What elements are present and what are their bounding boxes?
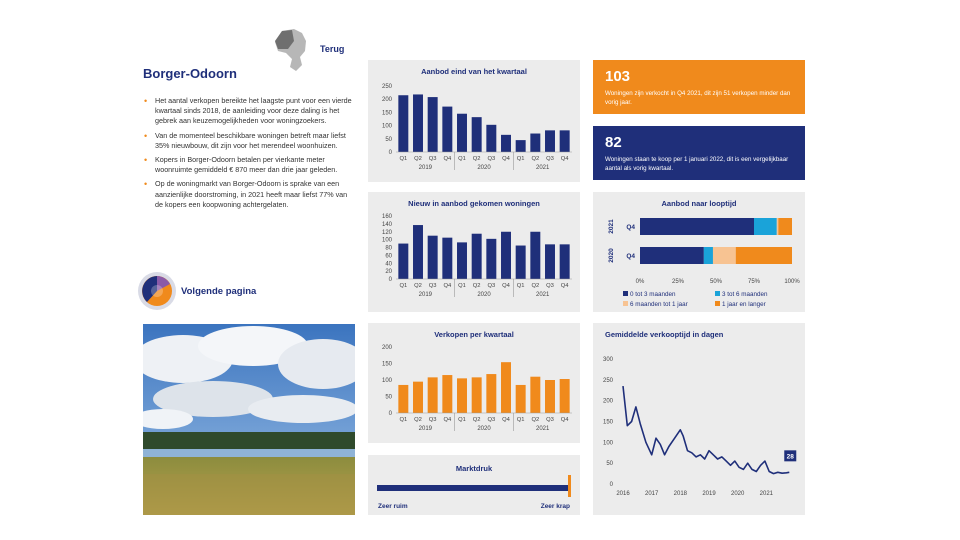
bar bbox=[560, 130, 570, 152]
x-tick-label: Q3 bbox=[428, 283, 437, 289]
bar bbox=[486, 374, 496, 413]
bar bbox=[472, 234, 482, 279]
chart-title: Nieuw in aanbod gekomen woningen bbox=[408, 199, 540, 208]
bar bbox=[516, 246, 526, 279]
chart-nieuw bbox=[368, 192, 580, 312]
y-tick-label: 50 bbox=[606, 461, 613, 468]
x-tick-label: Q3 bbox=[546, 156, 554, 162]
bullet-list bbox=[143, 96, 355, 214]
group-label: 2021 bbox=[535, 292, 550, 298]
bar bbox=[428, 97, 438, 152]
legend-label: 1 jaar en langer bbox=[722, 301, 766, 308]
y-tick-label: 100 bbox=[602, 440, 613, 447]
chart-verkooptijd-plot bbox=[593, 323, 805, 515]
bar bbox=[398, 95, 408, 152]
y-tick-label: 0 bbox=[609, 482, 613, 488]
marktdruk-title: Marktdruk bbox=[455, 464, 493, 473]
x-tick-label: Q2 bbox=[531, 283, 540, 289]
x-tick-label: Q2 bbox=[414, 156, 422, 162]
group-label: 2019 bbox=[418, 165, 433, 171]
x-tick-label: Q3 bbox=[487, 283, 496, 289]
x-tick-label: Q1 bbox=[399, 417, 408, 423]
y-tick-label: 250 bbox=[381, 84, 392, 90]
x-tick-label: Q3 bbox=[487, 156, 496, 162]
y-tick-label: 250 bbox=[602, 377, 613, 384]
kpi-value: 103 bbox=[605, 68, 631, 85]
marktdruk-bar bbox=[377, 485, 571, 491]
bar bbox=[501, 232, 511, 279]
legend-swatch bbox=[623, 291, 628, 296]
donut-icon bbox=[137, 271, 177, 311]
legend-swatch bbox=[715, 291, 720, 296]
chart-verkopen-plot bbox=[368, 323, 580, 443]
x-tick-label: 0% bbox=[635, 279, 645, 285]
chart-title: Gemiddelde verkooptijd in dagen bbox=[605, 330, 724, 339]
y-tick-label: 0 bbox=[388, 411, 392, 417]
bar bbox=[560, 244, 570, 279]
row-label: Q4 bbox=[626, 224, 635, 231]
line-series bbox=[623, 386, 789, 474]
marktdruk-panel bbox=[368, 455, 580, 515]
bar bbox=[472, 117, 482, 152]
list-item: • Op de woningmarkt van Borger-Odoorn is sprake van een aanzienlijke doorstroming, in 2021 heeft maar liefst 77% van de kopers een koopwoning achtergelaten. bbox=[143, 179, 355, 210]
x-tick-label: 2020 bbox=[730, 491, 745, 497]
y-tick-label: 100 bbox=[381, 123, 392, 130]
bar-segment bbox=[704, 247, 713, 264]
kpi-text: Woningen staan te koop per 1 januari 2022, dit is een vergelijkbaar aantal als vorig kwartaal. bbox=[605, 156, 789, 172]
bar bbox=[486, 125, 496, 152]
bar bbox=[516, 385, 526, 413]
bar bbox=[516, 140, 526, 152]
x-tick-label: Q3 bbox=[428, 156, 437, 162]
x-tick-label: 50% bbox=[709, 279, 723, 285]
legend-label: 6 maanden tot 1 jaar bbox=[630, 301, 688, 308]
chart-title: Aanbod naar looptijd bbox=[661, 199, 737, 208]
page-title: Borger-Odoorn bbox=[143, 66, 237, 81]
y-tick-label: 50 bbox=[385, 136, 392, 143]
bar bbox=[442, 375, 452, 413]
y-tick-label: 200 bbox=[381, 345, 392, 351]
bar-segment bbox=[777, 218, 779, 235]
x-tick-label: Q4 bbox=[502, 417, 510, 423]
chart-verkooptijd bbox=[593, 323, 805, 515]
bar bbox=[501, 362, 511, 413]
bar bbox=[413, 382, 423, 413]
list-item: • Het aantal verkopen bereikte het laagste punt voor een vierde kwartaal sinds 2018, de aanleiding voor deze daling is het gebrek aan keuzemogelijkheden voor woningzoekers. bbox=[143, 96, 355, 127]
y-tick-label: 40 bbox=[385, 261, 392, 268]
bar bbox=[472, 377, 482, 413]
next-page-button[interactable] bbox=[137, 271, 287, 311]
x-tick-label: Q1 bbox=[399, 156, 408, 162]
y-tick-label: 150 bbox=[602, 419, 613, 426]
bar bbox=[428, 236, 438, 279]
bar-segment bbox=[736, 247, 792, 264]
bar-segment bbox=[640, 247, 704, 264]
list-item: • Van de momenteel beschikbare woningen betreft maar liefst 35% nieuwbouw, dit zijn voor het merendeel woonhuizen. bbox=[143, 131, 355, 151]
x-tick-label: Q4 bbox=[502, 283, 510, 289]
region-map-icon[interactable] bbox=[272, 27, 316, 73]
x-tick-label: Q1 bbox=[516, 417, 525, 423]
x-tick-label: Q4 bbox=[560, 283, 569, 289]
bar bbox=[442, 107, 452, 152]
chart-aanbod bbox=[368, 60, 580, 182]
group-label: 2021 bbox=[535, 426, 550, 432]
back-link[interactable]: Terug bbox=[320, 44, 345, 54]
y-tick-label: 100 bbox=[381, 378, 392, 384]
bar bbox=[530, 377, 540, 413]
kpi-card-te-koop bbox=[593, 126, 805, 180]
x-tick-label: Q1 bbox=[516, 283, 525, 289]
group-label: 2019 bbox=[418, 292, 433, 298]
y-tick-label: 80 bbox=[385, 245, 392, 252]
kpi-card-verkocht bbox=[593, 60, 805, 114]
row-group-label: 2021 bbox=[608, 219, 615, 234]
x-tick-label: Q3 bbox=[487, 417, 496, 423]
x-tick-label: Q2 bbox=[472, 156, 481, 162]
x-tick-label: Q3 bbox=[546, 417, 554, 423]
bar bbox=[413, 94, 423, 152]
group-label: 2019 bbox=[418, 426, 433, 432]
x-tick-label: Q4 bbox=[502, 156, 510, 162]
y-tick-label: 150 bbox=[381, 110, 392, 117]
x-tick-label: Q4 bbox=[560, 156, 569, 162]
bar bbox=[457, 242, 467, 279]
x-tick-label: Q2 bbox=[531, 417, 540, 423]
x-tick-label: Q1 bbox=[399, 283, 408, 289]
legend-swatch bbox=[715, 301, 720, 306]
x-tick-label: Q2 bbox=[472, 417, 481, 423]
x-tick-label: Q1 bbox=[458, 156, 466, 162]
x-tick-label: 2017 bbox=[644, 491, 659, 497]
marktdruk-marker bbox=[568, 475, 571, 497]
chart-title: Verkopen per kwartaal bbox=[434, 330, 514, 339]
x-tick-label: 75% bbox=[747, 279, 761, 285]
x-tick-label: 2016 bbox=[616, 491, 630, 497]
bar bbox=[457, 378, 467, 413]
group-label: 2020 bbox=[477, 292, 491, 298]
y-tick-label: 100 bbox=[381, 237, 392, 244]
group-label: 2021 bbox=[535, 165, 550, 171]
x-tick-label: 25% bbox=[671, 279, 685, 285]
landscape-photo bbox=[143, 324, 355, 515]
bar bbox=[545, 244, 555, 279]
kpi-text: Woningen zijn verkocht in Q4 2021, dit zijn 51 verkopen minder dan vorig jaar. bbox=[605, 90, 791, 106]
group-label: 2020 bbox=[477, 165, 491, 171]
x-tick-label: Q3 bbox=[428, 417, 437, 423]
bar bbox=[398, 385, 408, 413]
legend-label: 3 tot 6 maanden bbox=[722, 291, 768, 298]
x-tick-label: 2019 bbox=[702, 491, 716, 497]
marktdruk-left-label: Zeer ruim bbox=[378, 503, 408, 510]
bar-segment bbox=[640, 218, 754, 235]
chart-looptijd bbox=[593, 192, 805, 312]
bar bbox=[428, 377, 438, 413]
x-tick-label: 2021 bbox=[759, 491, 774, 497]
x-tick-label: Q2 bbox=[414, 417, 422, 423]
x-tick-label: 2018 bbox=[673, 491, 688, 497]
x-tick-label: Q2 bbox=[414, 283, 422, 289]
y-tick-label: 160 bbox=[381, 214, 392, 220]
y-tick-label: 0 bbox=[388, 277, 392, 283]
x-tick-label: Q4 bbox=[443, 156, 452, 162]
bar bbox=[530, 134, 540, 152]
bar-segment bbox=[713, 247, 736, 264]
legend-label: 0 tot 3 maanden bbox=[630, 291, 676, 298]
y-tick-label: 60 bbox=[385, 253, 392, 260]
bar bbox=[398, 244, 408, 279]
bar bbox=[442, 238, 452, 279]
y-tick-label: 140 bbox=[381, 221, 392, 228]
data-label: 28 bbox=[786, 453, 794, 461]
row-label: Q4 bbox=[626, 253, 635, 260]
bar-segment bbox=[754, 218, 777, 235]
x-tick-label: Q4 bbox=[560, 417, 569, 423]
chart-title: Aanbod eind van het kwartaal bbox=[421, 67, 527, 76]
bar bbox=[486, 239, 496, 279]
x-tick-label: Q2 bbox=[531, 156, 540, 162]
x-tick-label: Q1 bbox=[458, 283, 466, 289]
bar bbox=[413, 225, 423, 279]
next-page-label: Volgende pagina bbox=[181, 286, 257, 297]
bar bbox=[530, 232, 540, 279]
x-tick-label: Q1 bbox=[516, 156, 525, 162]
x-tick-label: Q3 bbox=[546, 283, 554, 289]
y-tick-label: 200 bbox=[602, 398, 613, 405]
bar bbox=[501, 135, 511, 152]
y-tick-label: 50 bbox=[385, 394, 392, 401]
list-item: • Kopers in Borger-Odoorn betalen per vierkante meter woonruimte gemiddeld € 870 meer dan drie jaar geleden. bbox=[143, 155, 355, 175]
x-tick-label: Q2 bbox=[472, 283, 481, 289]
chart-nieuw-plot bbox=[368, 192, 580, 312]
group-label: 2020 bbox=[477, 426, 491, 432]
marktdruk-right-label: Zeer krap bbox=[540, 503, 570, 510]
x-tick-label: Q4 bbox=[443, 283, 452, 289]
x-tick-label: 100% bbox=[784, 279, 800, 285]
chart-verkopen bbox=[368, 323, 580, 443]
chart-looptijd-plot bbox=[593, 192, 805, 312]
bar bbox=[545, 380, 555, 413]
x-tick-label: Q4 bbox=[443, 417, 452, 423]
kpi-value: 82 bbox=[605, 134, 622, 151]
x-tick-label: Q1 bbox=[458, 417, 466, 423]
bar bbox=[457, 114, 467, 152]
chart-aanbod-plot bbox=[368, 60, 580, 182]
legend-swatch bbox=[623, 301, 628, 306]
y-tick-label: 0 bbox=[388, 150, 392, 156]
y-tick-label: 150 bbox=[381, 361, 392, 368]
y-tick-label: 120 bbox=[381, 229, 392, 236]
bar-segment bbox=[778, 218, 792, 235]
y-tick-label: 200 bbox=[381, 97, 392, 104]
bar bbox=[545, 130, 555, 152]
row-group-label: 2020 bbox=[608, 248, 615, 263]
y-tick-label: 300 bbox=[602, 357, 613, 363]
y-tick-label: 20 bbox=[385, 269, 392, 276]
bar bbox=[560, 379, 570, 413]
